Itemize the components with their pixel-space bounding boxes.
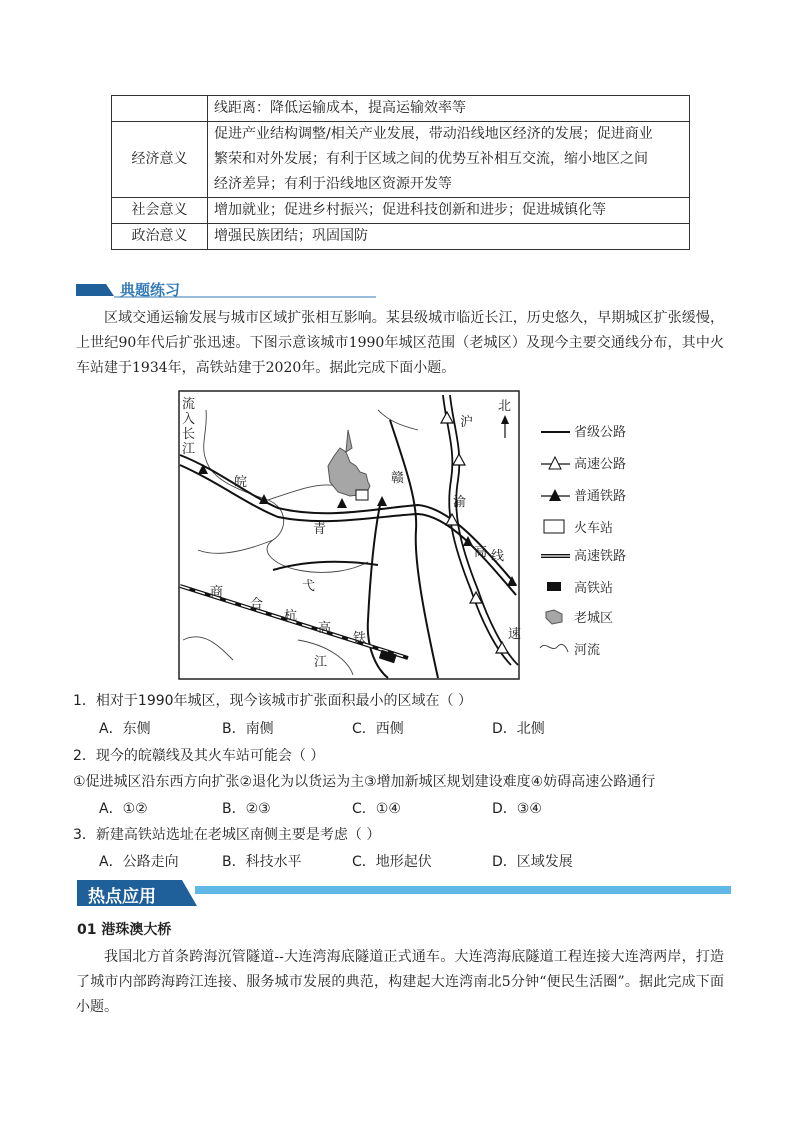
map-label: 沪 [460,415,474,430]
map-label: 线 [491,549,505,564]
map-label: 流 [182,397,196,412]
map-label: 铁 [353,631,367,646]
legend-label: 高速铁路 [574,549,627,564]
cell-line: 繁荣和对外发展；有利于区域之间的优势互补相互交流，缩小地区之间 [214,151,648,167]
question-1: 1．相对于1990年城区，现今该城市扩张面积最小的区域在（ ） [73,693,472,709]
legend-label: 高速公路 [574,457,627,472]
question-2-statements: ①促进城区沿东西方向扩张②退化为以货运为主③增加新城区规划建设难度④妨碍高速公路通行 [73,774,656,790]
legend-hsr-station-icon [547,582,561,591]
map-label: 速 [508,627,522,642]
cell-line: 经济差异；有利于沿线地区资源开发等 [214,176,452,192]
map-label: 江 [314,655,328,670]
north-label: 北 [498,399,512,414]
table-label: 社会意义 [112,198,208,224]
option-c[interactable]: C．①④ [352,801,401,817]
table-row [112,224,690,250]
option-b[interactable]: B．②③ [222,801,271,817]
legend-river-icon [540,644,568,652]
table-cell [208,198,690,224]
table-label: 政治意义 [112,224,208,250]
map-label: 长 [182,427,196,442]
option-c[interactable]: C．西侧 [352,721,404,737]
option-a[interactable]: A．公路走向 [99,854,179,870]
table-cell [208,224,690,250]
table-row [112,198,690,224]
cell-line: 线距离：降低运输成本，提高运输效率等 [214,100,466,116]
map-label: 入 [182,412,196,427]
map-label: 江 [182,442,196,457]
option-d[interactable]: D．③④ [492,801,542,817]
cell-line: 增加就业；促进乡村振兴；促进科技创新和进步；促进城镇化等 [214,202,606,218]
option-a[interactable]: A．①② [99,801,148,817]
legend-label: 普通铁路 [574,489,627,504]
traffic-map [178,390,638,685]
map-label: 商 [210,585,224,600]
map-label: 杭 [284,609,298,624]
table-label [112,96,208,122]
legend-station-icon [544,520,564,533]
sub-title: 01 港珠澳大桥 [77,922,172,938]
map-label: 赣 [391,471,405,486]
question-2: 2．现今的皖赣线及其火车站可能会（ ） [73,748,325,764]
option-b[interactable]: B．科技水平 [222,854,302,870]
map-label: 皖 [234,475,248,490]
significance-table [111,95,690,250]
intro-paragraph: 区域交通运输发展与城市区域扩张相互影响。某县级城市临近长江，历史悠久，早期城区扩张缓慢，上世纪90年代后扩张迅速。下图示意该城市1990年城区范围（老城区）及现今主要交通线分布，其中火车站建于1934年，高铁站建于2020年。据此完成下面小题。 [76,310,724,376]
table-label: 经济意义 [112,122,208,198]
option-d[interactable]: D．区域发展 [492,854,573,870]
table-row [112,96,690,122]
question-3: 3．新建高铁站选址在老城区南侧主要是考虑（ ） [73,827,381,843]
legend-label: 火车站 [574,521,614,536]
section-banner [77,880,731,906]
table-row [112,122,690,198]
map-label: 弋 [302,579,316,594]
legend-label: 高铁站 [574,581,614,596]
train-station [356,490,368,500]
map-label: 合 [250,597,264,612]
cell-line: 促进产业结构调整/相关产业发展，带动沿线地区经济的发展；促进商业 [214,126,653,142]
legend-label: 省级公路 [574,425,627,440]
map-label: 高 [474,545,488,560]
map-label: 高 [318,621,332,636]
map-legend [540,424,626,658]
body-paragraph: 我国北方首条跨海沉管隧道--大连湾海底隧道正式通车。大连湾海底隧道工程连接大连湾两岸，打造了城市内部跨海跨江连接、服务城市发展的典范，构建起大连湾南北5分钟“便民生活圈”。据此完成下面小题。 [76,949,724,1015]
section-title: 典题练习 [120,281,181,299]
option-a[interactable]: A．东侧 [99,721,151,737]
legend-old-city-icon [546,610,562,624]
table-cell [208,96,690,122]
option-d[interactable]: D．北侧 [492,721,545,737]
map-label: 青 [313,522,327,537]
cell-line: 增强民族团结；巩固国防 [214,228,368,244]
legend-label: 河流 [574,643,601,658]
section-title: 热点应用 [88,887,156,907]
map-label: 渝 [453,495,467,510]
option-c[interactable]: C．地形起伏 [352,854,432,870]
option-b[interactable]: B．南侧 [222,721,274,737]
legend-label: 老城区 [574,611,614,626]
table-cell [208,122,690,198]
